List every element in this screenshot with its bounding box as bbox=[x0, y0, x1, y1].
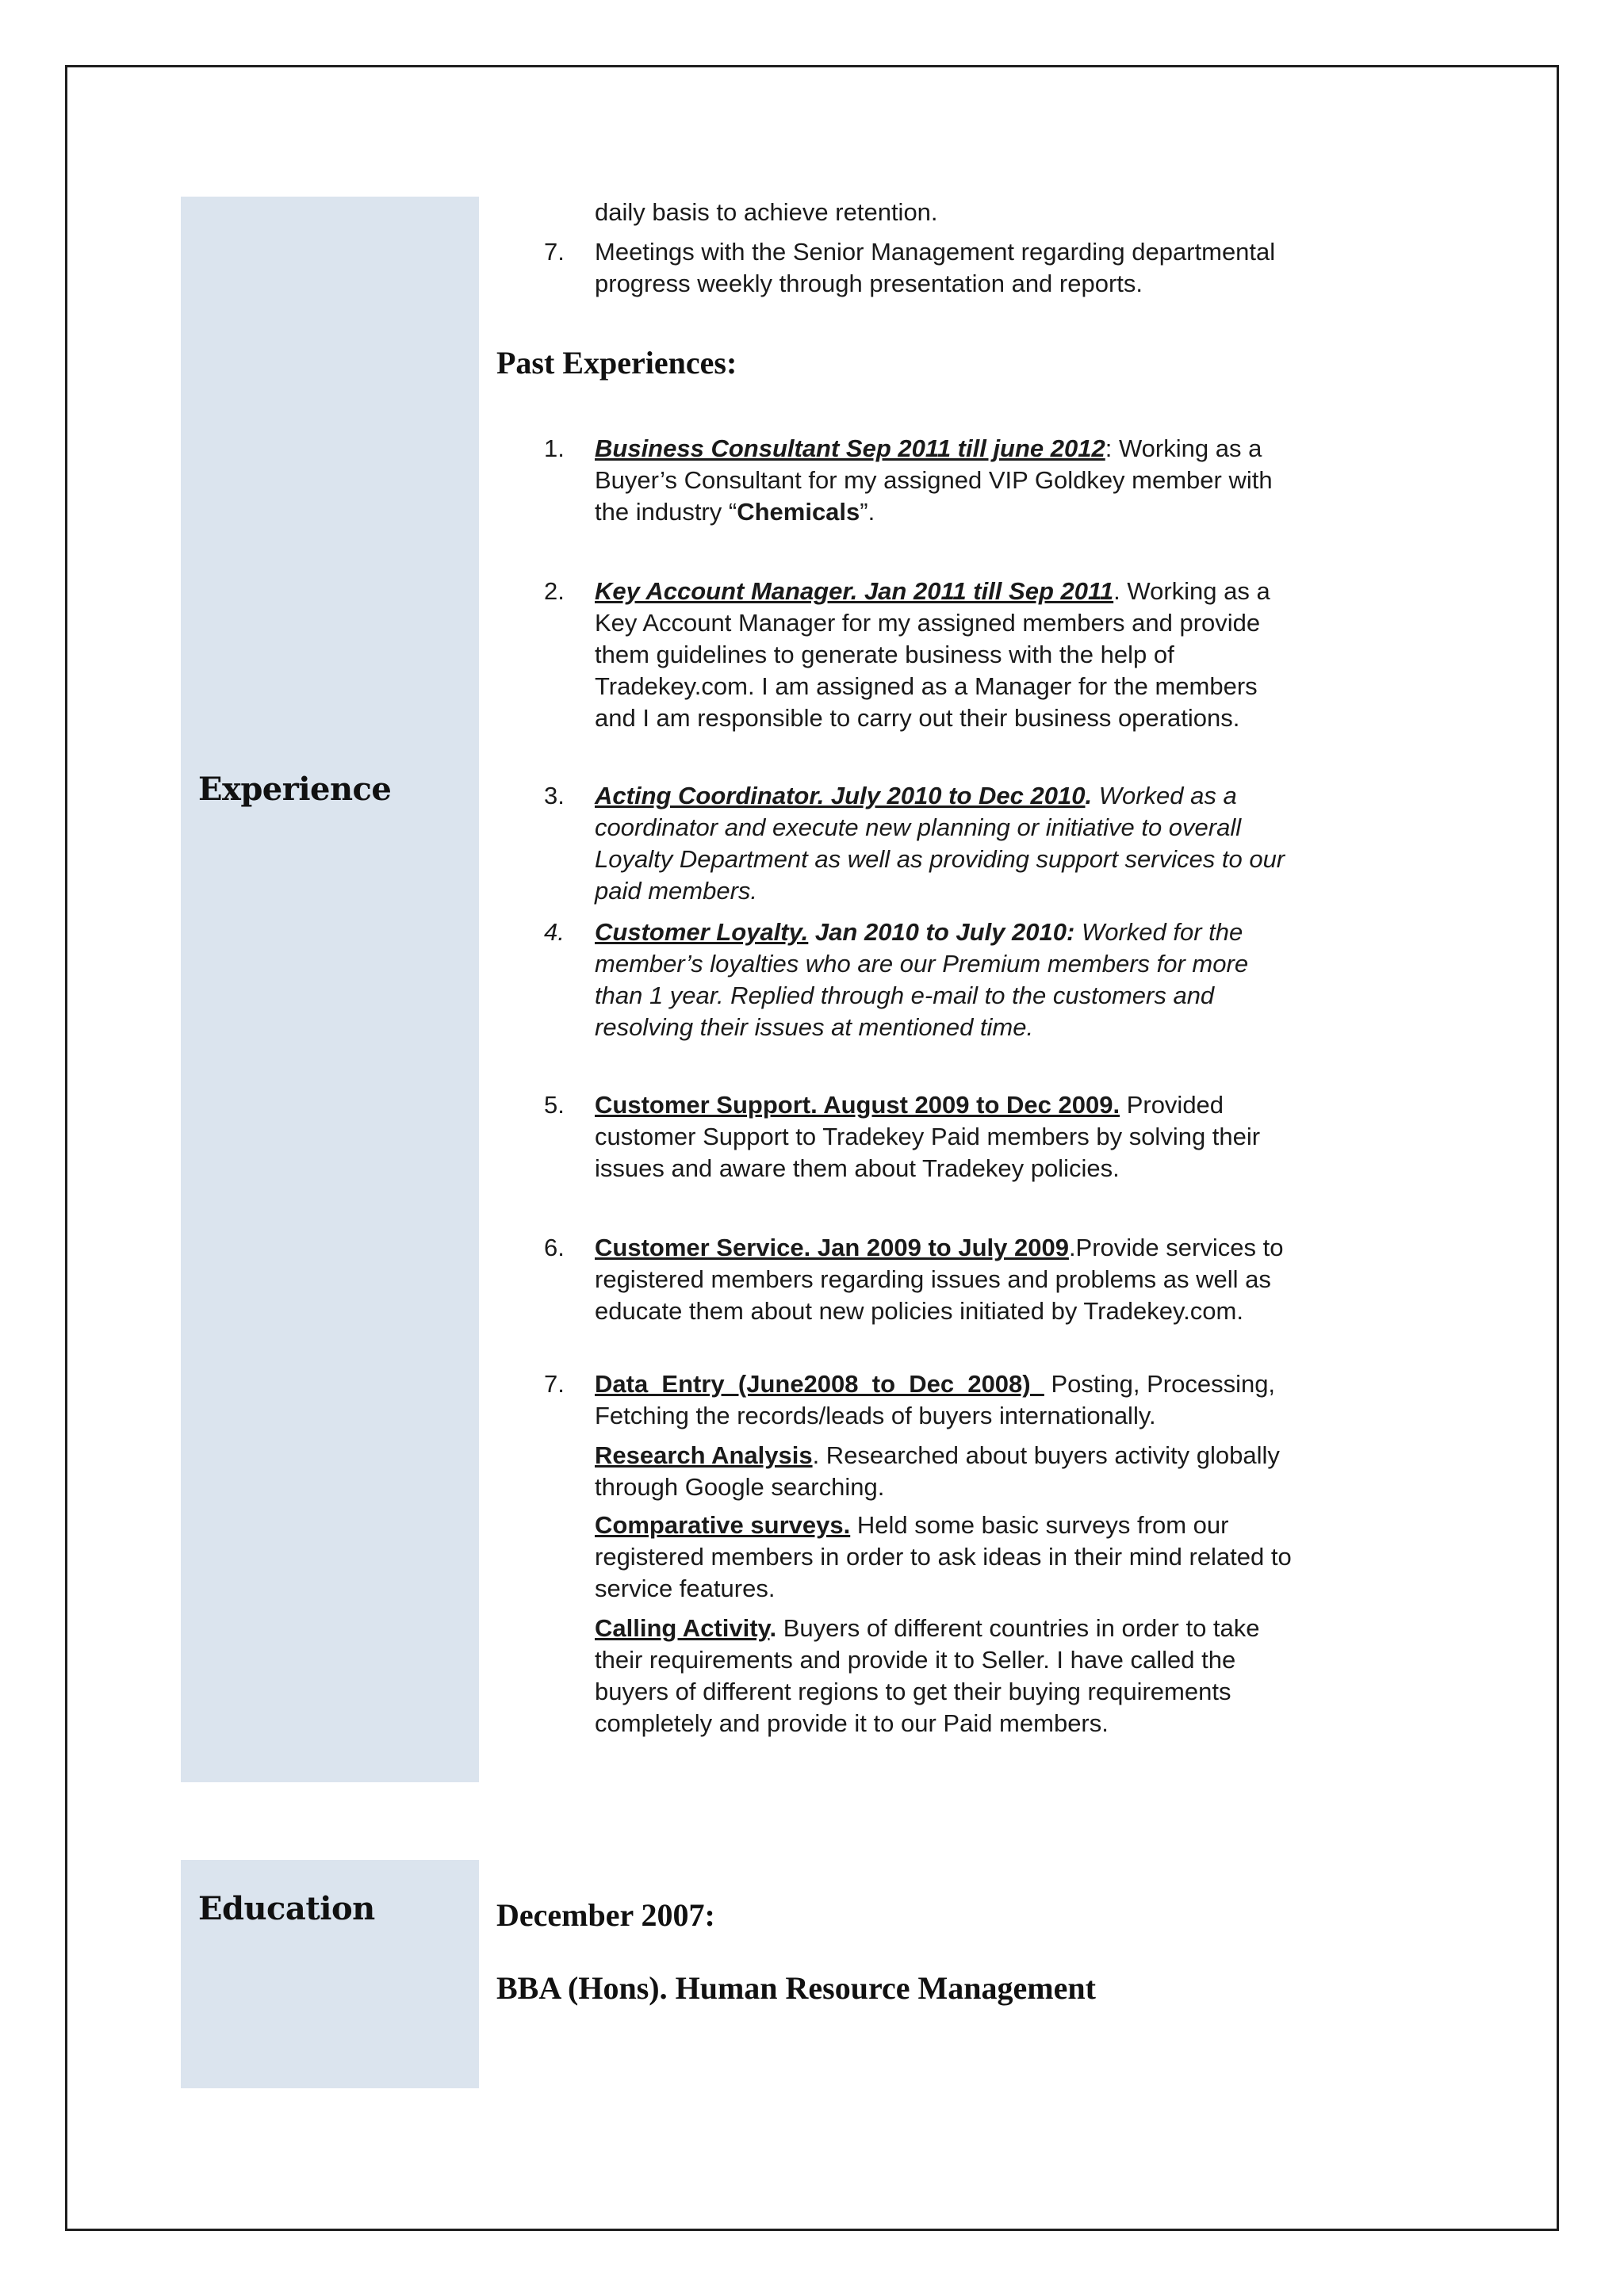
comparative-surveys-tail: Held some basic surveys from our bbox=[850, 1511, 1229, 1539]
experience-3-tail: Worked as a bbox=[1092, 782, 1237, 809]
past-experiences-heading: Past Experiences: bbox=[496, 345, 737, 381]
calling-activity-line-3: buyers of different regions to get their buying requirements bbox=[595, 1678, 1231, 1705]
experience-7-tail: Posting, Processing, bbox=[1044, 1370, 1276, 1398]
duty-7-number: 7. bbox=[544, 238, 565, 266]
experience-5-line-2: customer Support to Tradekey Paid members by solving their bbox=[595, 1123, 1261, 1150]
experience-3-line-3: Loyalty Department as well as providing support services to our bbox=[595, 845, 1285, 873]
experience-1-line-3-post: ”. bbox=[860, 498, 875, 526]
calling-activity-line-4: completely and provide it to our Paid members. bbox=[595, 1709, 1109, 1737]
experience-3-title-dot: . bbox=[1085, 782, 1093, 809]
experience-2-line-3: them guidelines to generate business with the help of bbox=[595, 641, 1174, 668]
experience-4-dates: Jan 2010 to July 2010: bbox=[808, 918, 1075, 946]
experience-1-line-2: Buyer’s Consultant for my assigned VIP Goldkey member with bbox=[595, 466, 1273, 494]
experience-3-line-4: paid members. bbox=[595, 877, 758, 905]
experience-section-label: Experience bbox=[198, 771, 392, 808]
calling-activity-line-1 bbox=[595, 1613, 1260, 1644]
education-section-label: Education bbox=[198, 1890, 375, 1927]
experience-sidebar bbox=[181, 197, 479, 1782]
duty-continuation-line: daily basis to achieve retention. bbox=[595, 198, 938, 226]
experience-5-number: 5. bbox=[544, 1091, 565, 1119]
experience-2-tail: . Working as a bbox=[1113, 577, 1270, 605]
calling-activity-dot: . bbox=[769, 1614, 777, 1642]
experience-2-line-5: and I am responsible to carry out their business operations. bbox=[595, 704, 1240, 732]
experience-3-line-2: coordinator and execute new planning or initiative to overall bbox=[595, 813, 1242, 841]
experience-5-line-3: issues and aware them about Tradekey policies. bbox=[595, 1154, 1120, 1182]
experience-6-line-1 bbox=[595, 1232, 1283, 1264]
experience-4-line-3: than 1 year. Replied through e-mail to the customers and bbox=[595, 982, 1215, 1009]
experience-6-line-2: registered members regarding issues and problems as well as bbox=[595, 1265, 1271, 1293]
calling-activity-title: Calling Activity bbox=[595, 1614, 770, 1642]
education-date: December 2007: bbox=[496, 1897, 715, 1933]
education-degree: BBA (Hons). Human Resource Management bbox=[496, 1970, 1096, 2006]
research-analysis-line-2: through Google searching. bbox=[595, 1473, 885, 1501]
experience-6-line-3: educate them about new policies initiated by Tradekey.com. bbox=[595, 1297, 1243, 1325]
research-analysis-tail: . Researched about buyers activity globally bbox=[812, 1441, 1280, 1469]
experience-1-number: 1. bbox=[544, 434, 565, 462]
experience-2-number: 2. bbox=[544, 577, 565, 605]
calling-activity-line-2: their requirements and provide it to Seller. I have called the bbox=[595, 1646, 1236, 1674]
experience-2-line-2: Key Account Manager for my assigned members and provide bbox=[595, 609, 1261, 637]
experience-6-tail: .Provide services to bbox=[1068, 1234, 1284, 1261]
experience-4-line-2: member’s loyalties who are our Premium members for more bbox=[595, 950, 1249, 978]
experience-4-number: 4. bbox=[544, 918, 565, 946]
experience-7-title: Data Entry (June2008 to Dec 2008) bbox=[595, 1370, 1044, 1398]
experience-7-line-2: Fetching the records/leads of buyers internationally. bbox=[595, 1402, 1156, 1429]
experience-5-tail: Provided bbox=[1120, 1091, 1224, 1119]
comparative-surveys-line-1 bbox=[595, 1510, 1228, 1541]
experience-7-number: 7. bbox=[544, 1370, 565, 1398]
experience-1-title: Business Consultant Sep 2011 till june 2012 bbox=[595, 434, 1105, 462]
experience-6-number: 6. bbox=[544, 1234, 565, 1261]
experience-4-line-4: resolving their issues at mentioned time. bbox=[595, 1013, 1034, 1041]
comparative-surveys-title: Comparative surveys. bbox=[595, 1511, 851, 1539]
experience-1-tail: : Working as a bbox=[1105, 434, 1262, 462]
experience-4-title: Customer Loyalty. bbox=[595, 918, 809, 946]
experience-7-line-1 bbox=[595, 1368, 1275, 1400]
experience-3-line-1 bbox=[595, 780, 1237, 812]
experience-6-title: Customer Service. Jan 2009 to July 2009 bbox=[595, 1234, 1069, 1261]
duty-7-line-1: Meetings with the Senior Management regarding departmental bbox=[595, 238, 1276, 266]
experience-2-line-1 bbox=[595, 576, 1270, 607]
duty-7-line-2: progress weekly through presentation and reports. bbox=[595, 270, 1143, 297]
experience-3-number: 3. bbox=[544, 782, 565, 809]
experience-1-line-1 bbox=[595, 433, 1262, 465]
experience-2-line-4: Tradekey.com. I am assigned as a Manager for the members bbox=[595, 672, 1258, 700]
research-analysis-title: Research Analysis bbox=[595, 1441, 813, 1469]
experience-1-line-3 bbox=[595, 496, 875, 528]
experience-1-line-3-pre: the industry “ bbox=[595, 498, 737, 526]
experience-5-line-1 bbox=[595, 1089, 1224, 1121]
experience-2-title: Key Account Manager. Jan 2011 till Sep 2011 bbox=[595, 577, 1114, 605]
comparative-surveys-line-2: registered members in order to ask ideas in their mind related to bbox=[595, 1543, 1292, 1571]
industry-chemicals: Chemicals bbox=[737, 498, 860, 526]
experience-4-tail: Worked for the bbox=[1074, 918, 1243, 946]
experience-5-title: Customer Support. August 2009 to Dec 2009. bbox=[595, 1091, 1120, 1119]
research-analysis-line-1 bbox=[595, 1440, 1280, 1471]
experience-4-line-1 bbox=[595, 916, 1243, 948]
comparative-surveys-line-3: service features. bbox=[595, 1575, 776, 1602]
calling-activity-tail: Buyers of different countries in order to take bbox=[776, 1614, 1260, 1642]
experience-3-title: Acting Coordinator. July 2010 to Dec 2010 bbox=[595, 782, 1086, 809]
